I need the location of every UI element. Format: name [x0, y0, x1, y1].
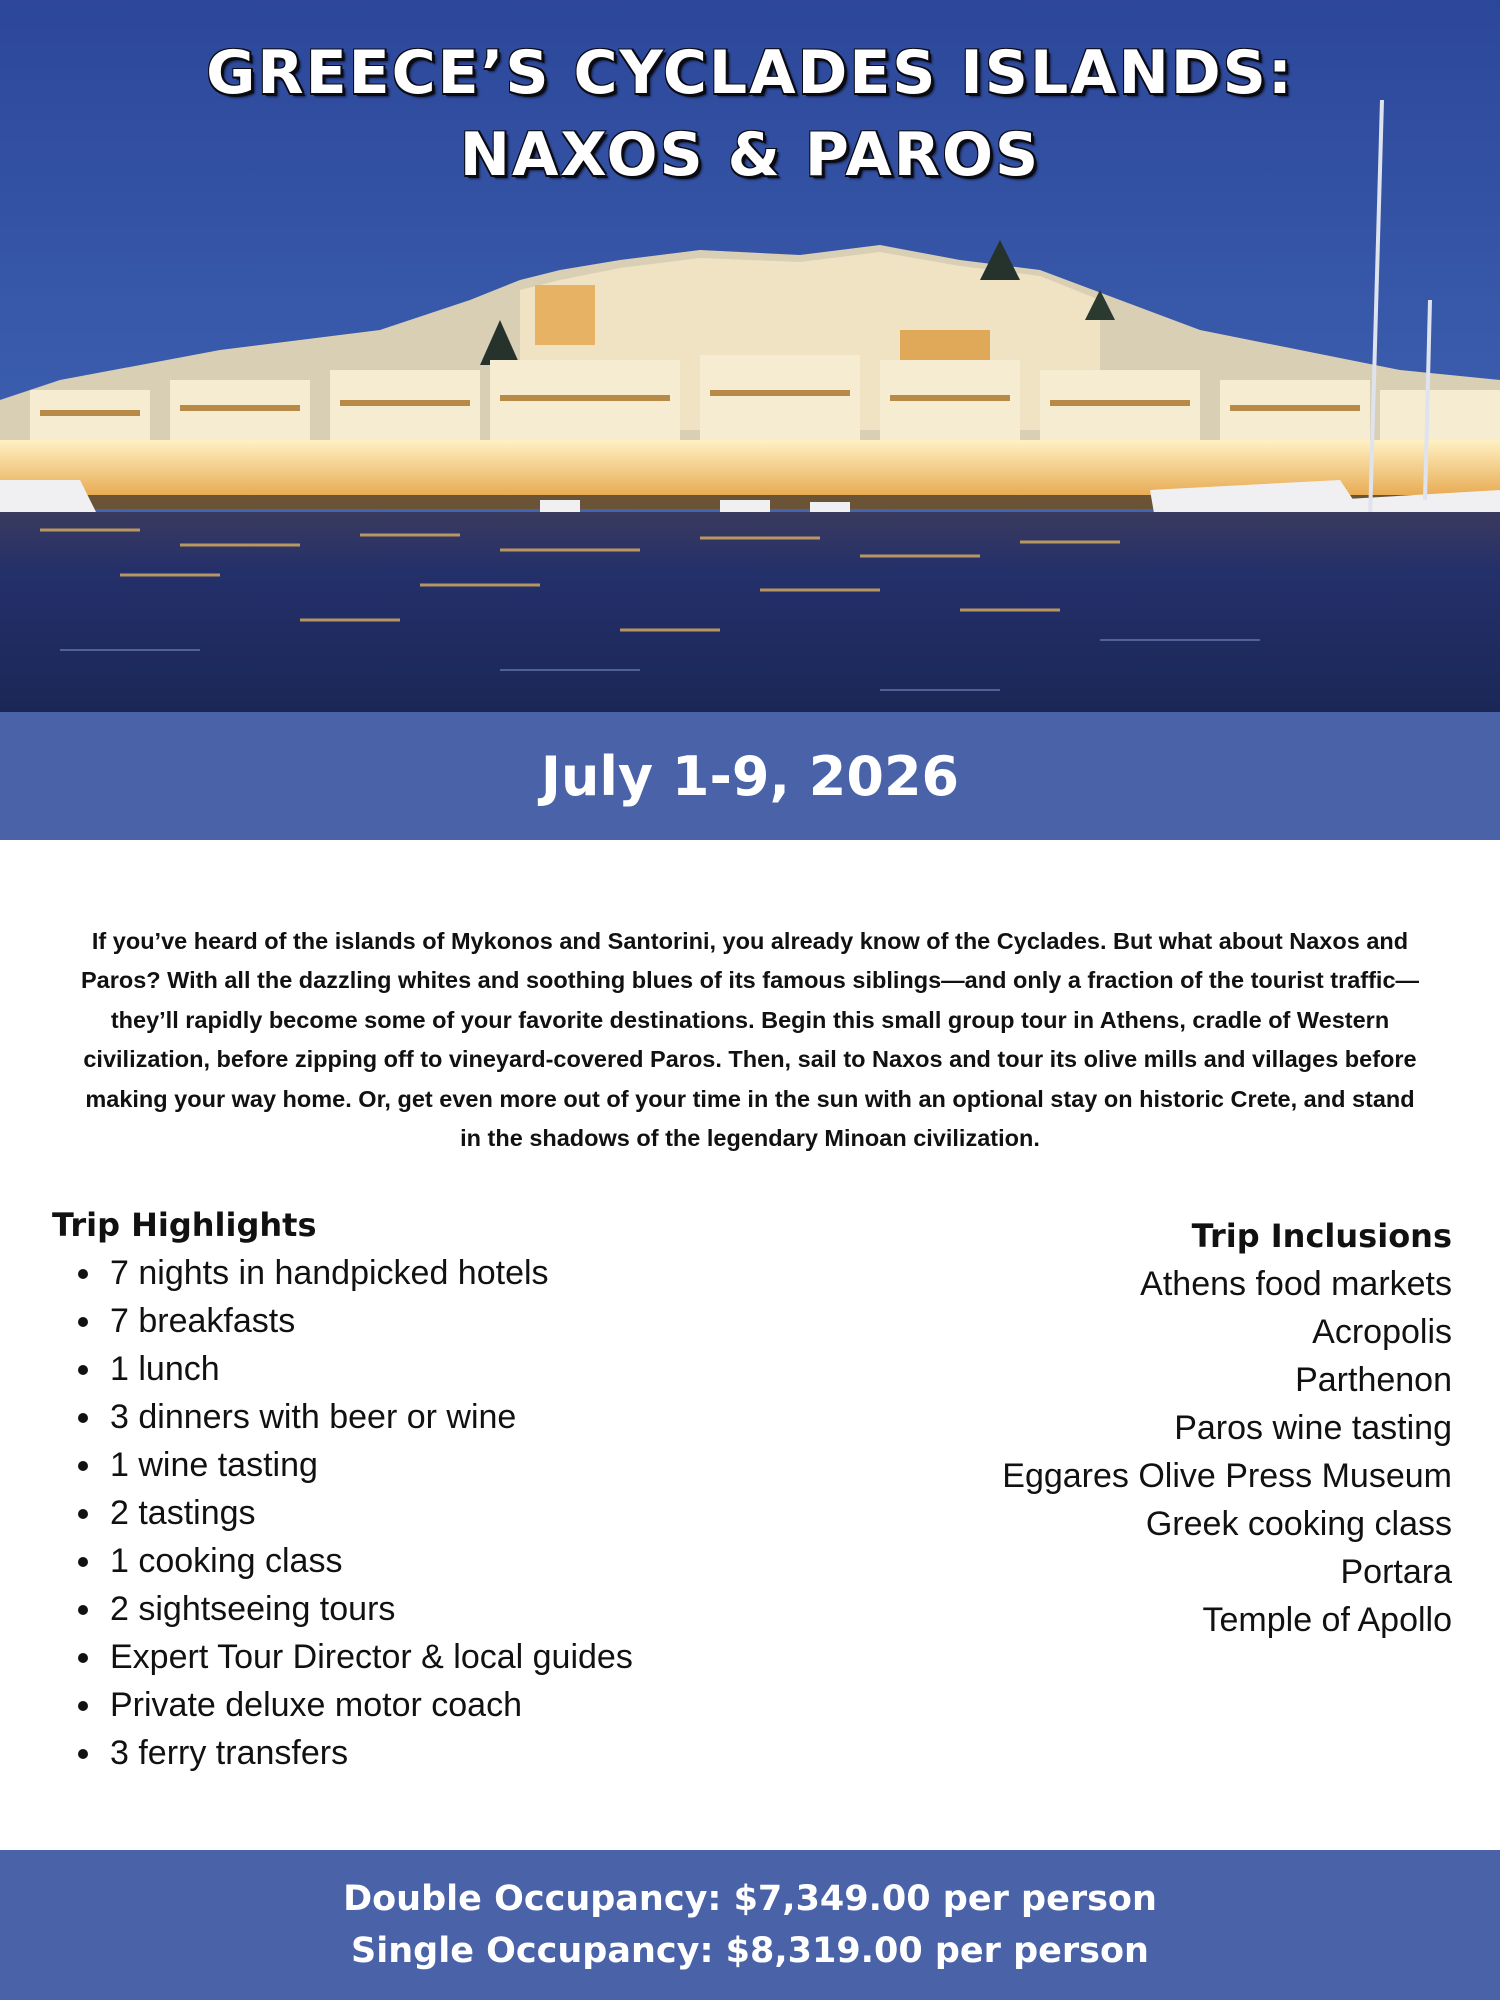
list-item: [110, 1585, 732, 1633]
list-item: [110, 1489, 732, 1537]
highlight-text: 1 wine tasting: [110, 1446, 318, 1484]
highlight-text: 7 nights in handpicked hotels: [110, 1254, 549, 1292]
bullet-icon: [78, 1269, 88, 1279]
double-occupancy-price: Double Occupancy: $7,349.00 per person: [343, 1879, 1157, 1919]
list-item: [110, 1729, 732, 1777]
hero-banner: [0, 0, 1500, 712]
list-item: [110, 1249, 732, 1297]
bullet-icon: [78, 1317, 88, 1327]
bullet-icon: [78, 1701, 88, 1711]
highlight-text: 7 breakfasts: [110, 1302, 296, 1340]
inclusions-heading: Trip Inclusions: [1191, 1217, 1452, 1255]
list-item: Acropolis: [1312, 1313, 1452, 1351]
highlight-text: 2 sightseeing tours: [110, 1590, 396, 1628]
list-item: Temple of Apollo: [1202, 1601, 1452, 1639]
pricing-band: [0, 1850, 1500, 2000]
trip-inclusions-section: [752, 1216, 1452, 1644]
list-item: Athens food markets: [1140, 1265, 1452, 1303]
highlight-text: 2 tastings: [110, 1494, 256, 1532]
highlight-text: Private deluxe motor coach: [110, 1686, 522, 1724]
list-item: [110, 1441, 732, 1489]
list-item: [110, 1297, 732, 1345]
highlights-list: [52, 1249, 732, 1777]
bullet-icon: [78, 1749, 88, 1759]
list-item: [110, 1633, 732, 1681]
bullet-icon: [78, 1653, 88, 1663]
list-item: Parthenon: [1295, 1361, 1452, 1399]
bullet-icon: [78, 1557, 88, 1567]
trip-dates: July 1-9, 2026: [540, 744, 960, 808]
bullet-icon: [78, 1365, 88, 1375]
list-item: Paros wine tasting: [1174, 1409, 1452, 1447]
bullet-icon: [78, 1605, 88, 1615]
list-item: [110, 1345, 732, 1393]
trip-highlights-section: [52, 1205, 732, 1777]
highlight-text: 3 dinners with beer or wine: [110, 1398, 517, 1436]
hero-title-line1: GREECE’S CYCLADES ISLANDS:: [206, 38, 1294, 108]
list-item: [110, 1681, 732, 1729]
highlight-text: 1 lunch: [110, 1350, 220, 1388]
trip-description: If you’ve heard of the islands of Mykonos and Santorini, you already know of the Cyclades. But what about Naxos and Paros? With all the dazzling whites and soothing blues of its famous siblings—and only a fraction of the tourist traffic—they’ll rapidly become some of your favorite destinations. Begin this small group tour in Athens, cradle of Western civilization, before zipping off to vineyard-covered Paros. Then, sail to Naxos and tour its olive mills and villages before making your way home. Or, get even more out of your time in the sun with an optional stay on historic Crete, and stand in the shadows of the legendary Minoan civilization.: [80, 927, 1420, 1151]
inclusions-list: [752, 1260, 1452, 1644]
highlights-heading: Trip Highlights: [52, 1206, 317, 1244]
date-band: [0, 712, 1500, 840]
single-occupancy-price: Single Occupancy: $8,319.00 per person: [351, 1931, 1149, 1971]
highlight-text: 3 ferry transfers: [110, 1734, 349, 1772]
hero-title: [0, 32, 1500, 196]
list-item: Portara: [1340, 1553, 1452, 1591]
list-item: Greek cooking class: [1145, 1505, 1452, 1543]
bullet-icon: [78, 1509, 88, 1519]
list-item: [110, 1537, 732, 1585]
highlight-text: 1 cooking class: [110, 1542, 343, 1580]
bullet-icon: [78, 1413, 88, 1423]
list-item: [110, 1393, 732, 1441]
list-item: Eggares Olive Press Museum: [1002, 1457, 1452, 1495]
bullet-icon: [78, 1461, 88, 1471]
highlight-text: Expert Tour Director & local guides: [110, 1638, 633, 1676]
hero-title-line2: NAXOS & PAROS: [459, 120, 1041, 190]
